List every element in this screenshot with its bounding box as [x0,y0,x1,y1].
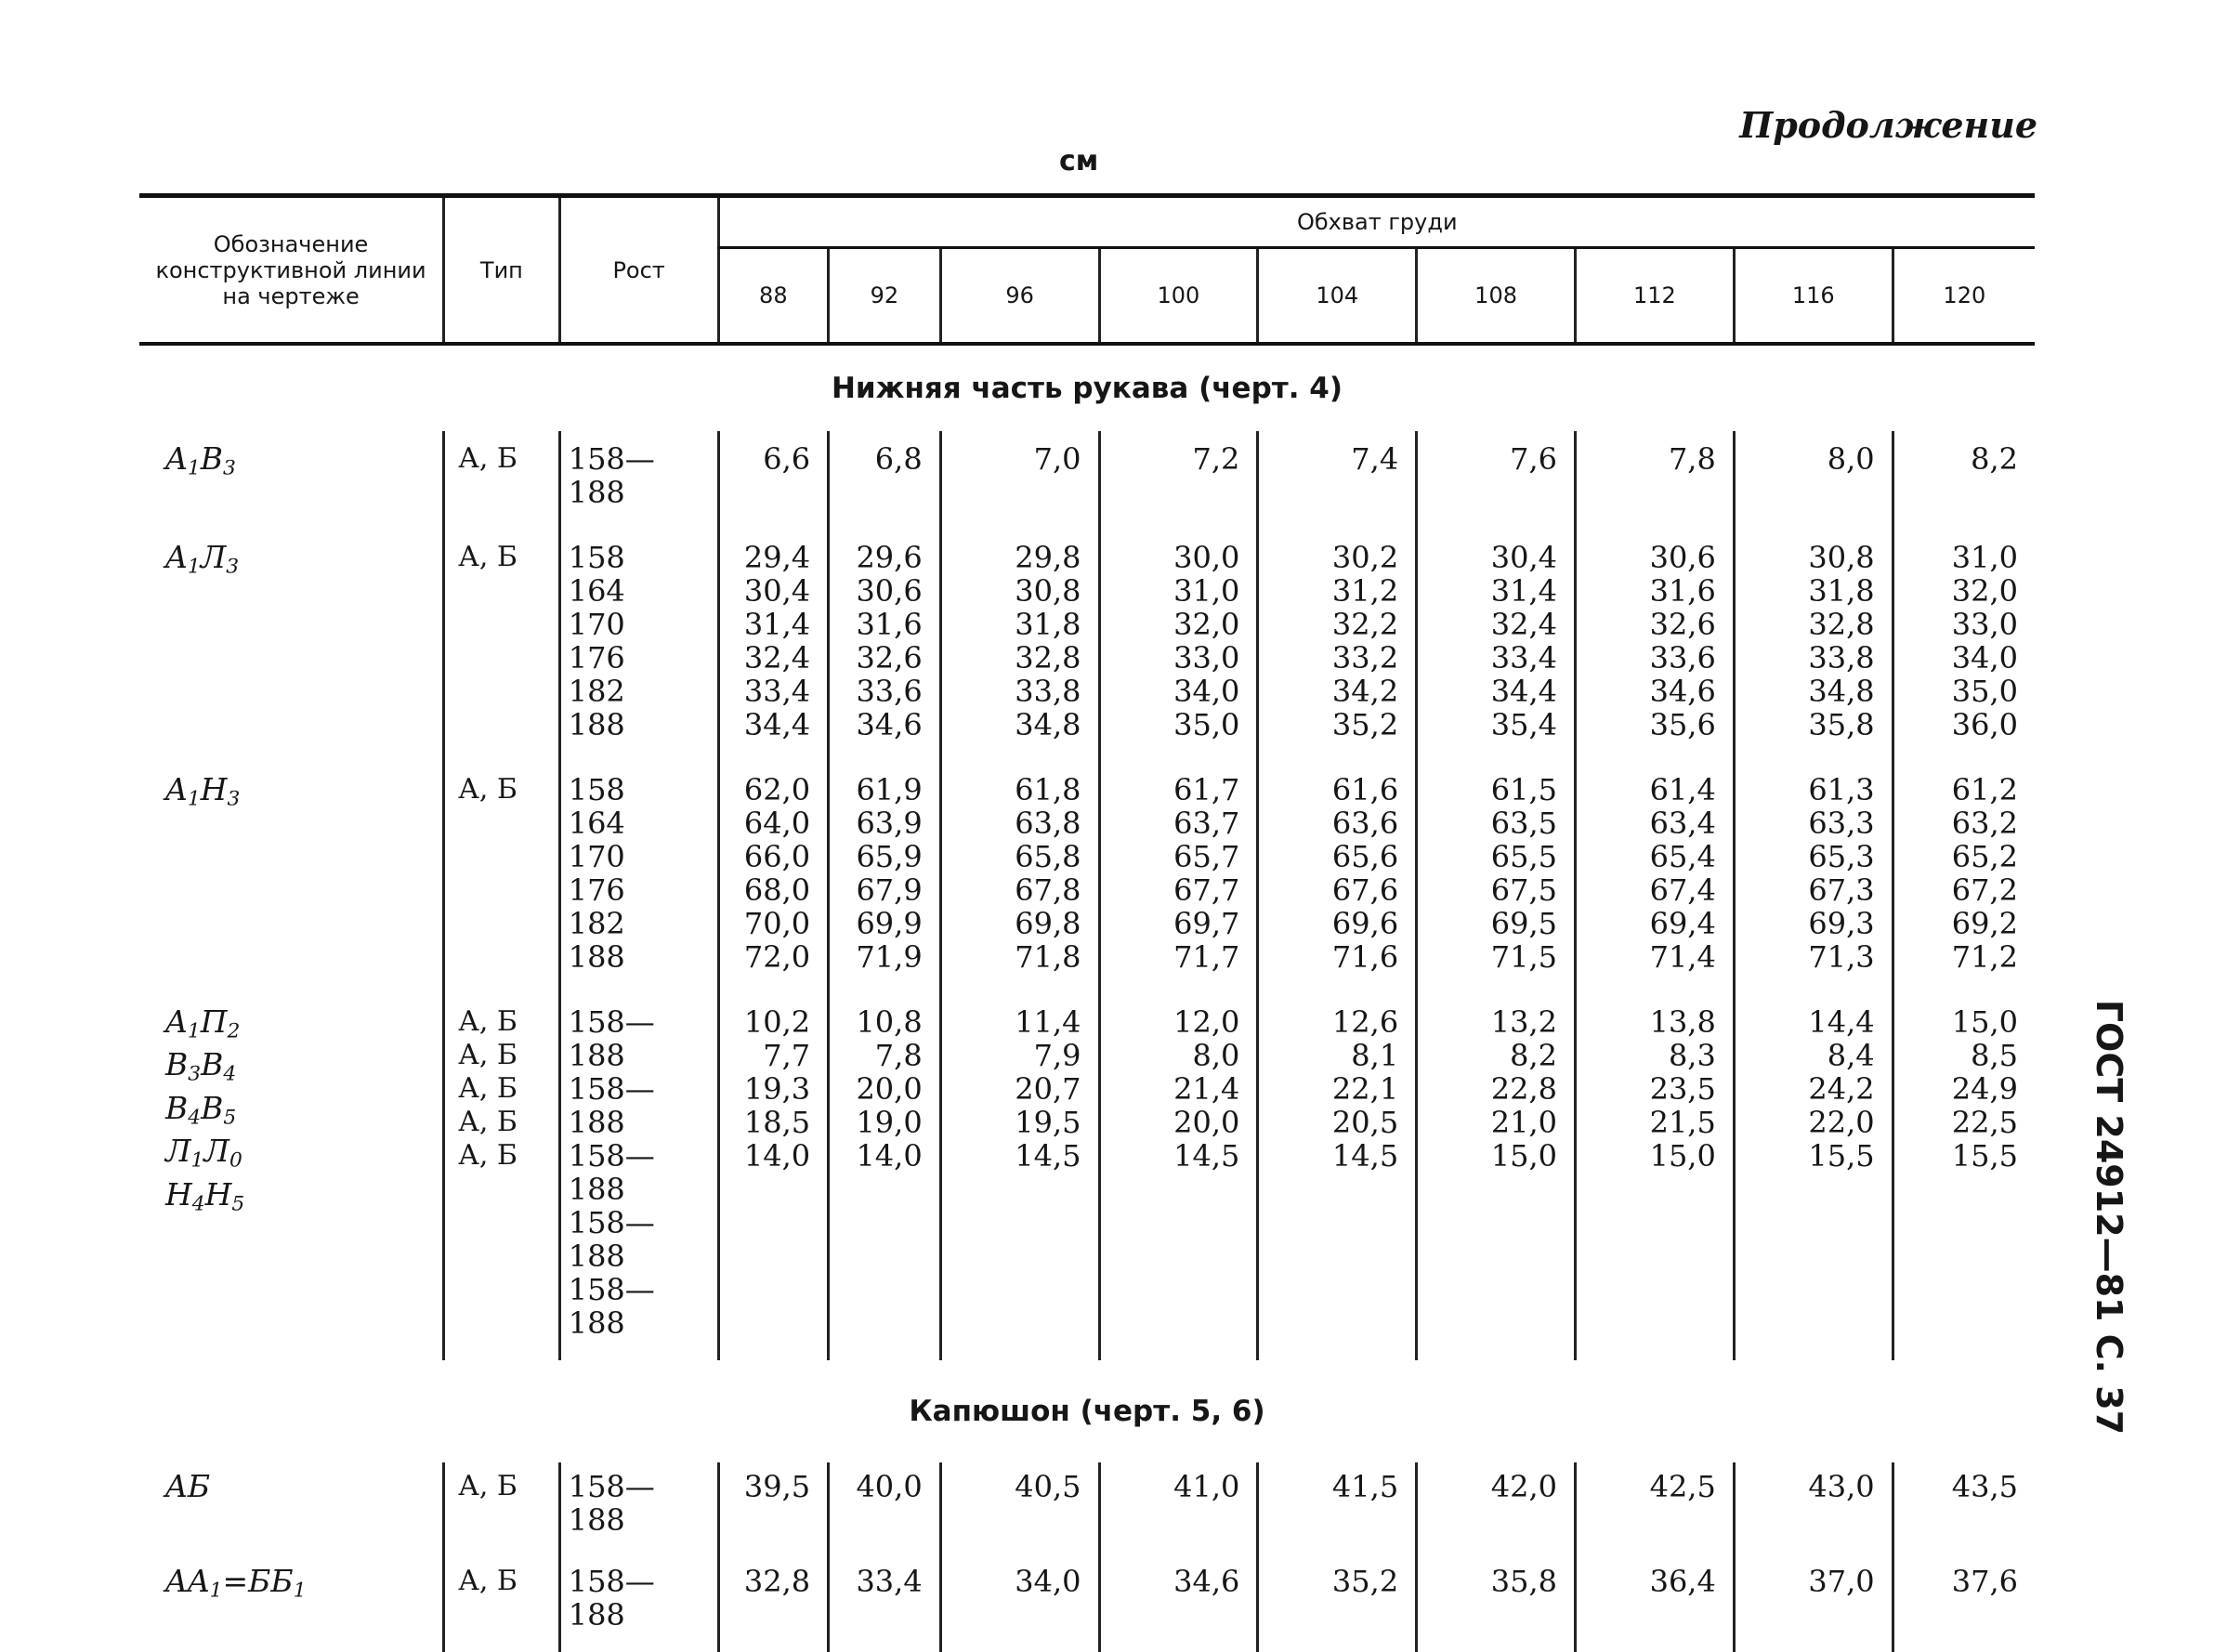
value-cell: 37,6 [1893,1557,2035,1652]
continuation-label: Продолжение [1739,104,2037,146]
header-size-92: 92 [829,248,941,345]
header-chest-girth: Обхват груди [718,196,2035,248]
value-cell: 41,0 [1099,1462,1258,1557]
value-cell: 8,2 [1893,431,2035,530]
value-cell: 40,5 [940,1462,1099,1557]
value-cell: 61,3 63,3 65,3 67,3 69,3 71,3 [1734,762,1893,994]
value-cell: 13,8 8,3 23,5 21,5 15,0 [1576,994,1735,1360]
value-cell: 61,9 63,9 65,9 67,9 69,9 71,9 [829,762,941,994]
value-cell: 35,2 [1258,1557,1417,1652]
header-size-88: 88 [718,248,829,345]
table-row [139,431,2035,530]
header-size-100: 100 [1099,248,1258,345]
value-cell: 7,6 [1417,431,1576,530]
value-cell: 6,8 [829,431,941,530]
table-row [139,530,2035,762]
value-cell: 12,0 8,0 21,4 20,0 14,5 [1099,994,1258,1360]
value-cell: 7,0 [940,431,1099,530]
measurements-table [139,193,2035,1652]
row-height: 158—188 158—188 158—188 158—188 158—188 [559,994,718,1360]
section-title: Нижняя часть рукава (черт. 4) [831,372,1343,405]
value-cell: 62,0 64,0 66,0 68,0 70,0 72,0 [718,762,829,994]
row-height: 158 164 170 176 182 188 [559,762,718,994]
value-cell: 33,4 [829,1557,941,1652]
row-type: А, Б [444,1557,560,1652]
table-row [139,1557,2035,1652]
value-cell: 6,6 [718,431,829,530]
standard-page-label [2081,999,2137,1436]
value-cell: 42,5 [1576,1462,1735,1557]
value-cell: 7,8 [1576,431,1735,530]
row-type: А, Б [444,762,560,994]
value-cell: 61,8 63,8 65,8 67,8 69,8 71,8 [940,762,1099,994]
value-cell: 10,2 7,7 19,3 18,5 14,0 [718,994,829,1360]
header-size-120: 120 [1893,248,2035,345]
value-cell: 29,6 30,6 31,6 32,6 33,6 34,6 [829,530,941,762]
table-row [139,762,2035,994]
header-size-96: 96 [940,248,1099,345]
value-cell: 30,6 31,6 32,6 33,6 34,6 35,6 [1576,530,1735,762]
value-cell: 10,8 7,8 20,0 19,0 14,0 [829,994,941,1360]
section-heading-row [139,344,2035,431]
value-cell: 37,0 [1734,1557,1893,1652]
value-cell: 31,0 32,0 33,0 34,0 35,0 36,0 [1893,530,2035,762]
value-cell: 43,5 [1893,1462,2035,1557]
header-size-112: 112 [1576,248,1735,345]
row-height: 158 164 170 176 182 188 [559,530,718,762]
table-row [139,1462,2035,1557]
row-type: А, Б А, Б А, Б А, Б А, Б [444,994,560,1360]
value-cell: 32,8 [718,1557,829,1652]
value-cell: 7,4 [1258,431,1417,530]
section-heading-row [139,1360,2035,1462]
value-cell: 39,5 [718,1462,829,1557]
value-cell: 12,6 8,1 22,1 20,5 14,5 [1258,994,1417,1360]
table-row [139,994,2035,1360]
value-cell: 36,4 [1576,1557,1735,1652]
row-designation: $A_1Л_3$ [165,539,240,579]
value-cell: 61,7 63,7 65,7 67,7 69,7 71,7 [1099,762,1258,994]
value-cell: 13,2 8,2 22,8 21,0 15,0 [1417,994,1576,1360]
row-designation: $AA_1=ББ_1$ [165,1563,307,1603]
value-cell: 8,0 [1734,431,1893,530]
header-height: Рост [559,196,718,345]
row-height: 158—188 [559,431,718,530]
value-cell: 61,4 63,4 65,4 67,4 69,4 71,4 [1576,762,1735,994]
value-cell: 42,0 [1417,1462,1576,1557]
value-cell: 29,8 30,8 31,8 32,8 33,8 34,8 [940,530,1099,762]
value-cell: 43,0 [1734,1462,1893,1557]
value-cell: 41,5 [1258,1462,1417,1557]
value-cell: 61,2 63,2 65,2 67,2 69,2 71,2 [1893,762,2035,994]
standard-page-text: ГОСТ 24912—81 С. 37 [2089,999,2129,1436]
value-cell: 15,0 8,5 24,9 22,5 15,5 [1893,994,2035,1360]
row-designation: $A_1П_2$ $B_3B_4$ $B_4B_5$ $Л_1Л_0$ $H_4H_5$ [165,1003,245,1216]
value-cell: 11,4 7,9 20,7 19,5 14,5 [940,994,1099,1360]
header-size-116: 116 [1734,248,1893,345]
value-cell: 7,2 [1099,431,1258,530]
row-height: 158—188 [559,1557,718,1652]
value-cell: 30,0 31,0 32,0 33,0 34,0 35,0 [1099,530,1258,762]
section-title: Капюшон (черт. 5, 6) [909,1395,1265,1428]
row-designation: $A_1B_3$ [165,440,236,480]
header-type: Тип [444,196,560,345]
value-cell: 40,0 [829,1462,941,1557]
table-body [139,344,2035,1652]
unit-label: см [1059,145,1099,177]
value-cell: 30,2 31,2 32,2 33,2 34,2 35,2 [1258,530,1417,762]
row-type: А, Б [444,1462,560,1557]
header-size-108: 108 [1417,248,1576,345]
value-cell: 30,4 31,4 32,4 33,4 34,4 35,4 [1417,530,1576,762]
row-designation: $A_1H_3$ [165,771,241,811]
value-cell: 34,0 [940,1557,1099,1652]
value-cell: 30,8 31,8 32,8 33,8 34,8 35,8 [1734,530,1893,762]
value-cell: 34,6 [1099,1557,1258,1652]
header-designation: Обозначение конструктивной линии на чертеже [139,196,444,345]
table-header [139,196,2035,345]
row-designation: AБ [165,1468,211,1504]
value-cell: 35,8 [1417,1557,1576,1652]
value-cell: 61,6 63,6 65,6 67,6 69,6 71,6 [1258,762,1417,994]
value-cell: 14,4 8,4 24,2 22,0 15,5 [1734,994,1893,1360]
header-size-104: 104 [1258,248,1417,345]
row-type: А, Б [444,431,560,530]
row-type: А, Б [444,530,560,762]
value-cell: 29,4 30,4 31,4 32,4 33,4 34,4 [718,530,829,762]
value-cell: 61,5 63,5 65,5 67,5 69,5 71,5 [1417,762,1576,994]
row-height: 158—188 [559,1462,718,1557]
